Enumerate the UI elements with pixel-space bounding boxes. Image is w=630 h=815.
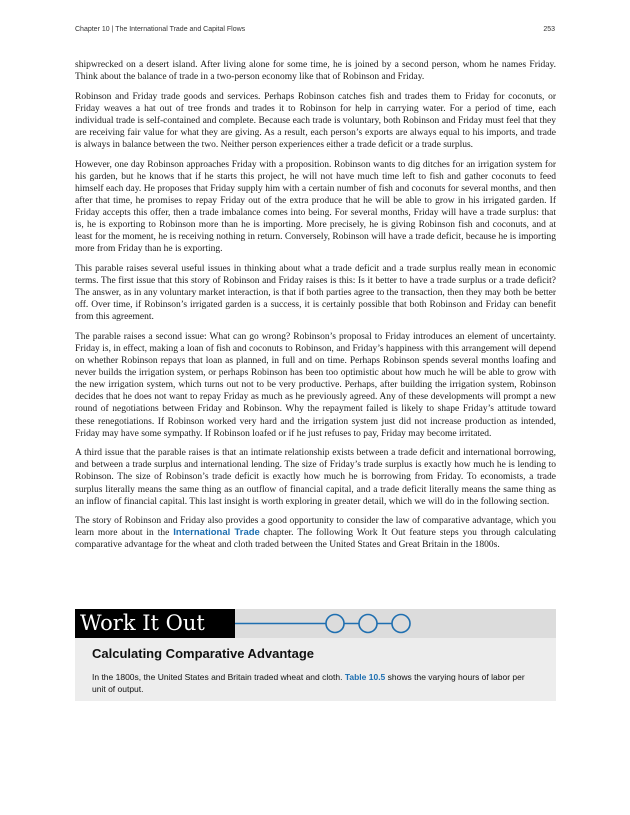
paragraph: Robinson and Friday trade goods and services. Perhaps Robinson catches fish and trades them to Friday for coconuts, or Friday weaves a hat out of tree fronds and trades it to Robinson for help in carrying water. For a period of time, each individual trade is self-contained and complete. Because each trade is voluntary, both Robinson and Friday must feel that they are receiving fair value for what they are giving. As a result, each person’s exports are always equal to his imports, and trade is always in balance between the two. Neither person experiences either a trade deficit or a trade surplus. <box>75 91 556 151</box>
table-reference-link[interactable]: Table 10.5 <box>344 672 386 682</box>
page-header <box>75 26 555 38</box>
work-it-out-banner <box>75 609 556 638</box>
decoration-circle <box>359 615 377 633</box>
paragraph-text: The story of Robinson and Friday also provides a good opportunity to consider the law of comparative advantage, which you learn more about in the <box>75 516 556 539</box>
work-it-out-sentence: shows the varying hours of labor per unit of output. <box>92 672 525 694</box>
paragraph-with-link <box>75 515 556 551</box>
work-it-out-sentence: In the 1800s, the United States and Britain traded wheat and cloth. <box>92 672 345 682</box>
body-text <box>75 59 556 559</box>
paragraph: This parable raises several useful issues in thinking about what a trade deficit and a trade surplus really mean in economic terms. The first issue that this story of Robinson and Friday raises is this: Is it better to have a trade surplus or a trade deficit? The answer, as in any voluntary market interaction, is that if both parties agree to the transaction, then they may both be better off. Over time, if Robinson’s irrigated garden is a success, it is certainly possible that both Robinson and Friday can benefit from this agreement. <box>75 263 556 323</box>
work-it-out-heading: Calculating Comparative Advantage <box>92 646 315 661</box>
chapter-title: Chapter 10 | The International Trade and Capital Flows <box>75 26 246 33</box>
banner-circles-decoration <box>235 609 435 638</box>
page-number: 253 <box>543 26 555 33</box>
paragraph: shipwrecked on a desert island. After living alone for some time, he is joined by a second person, whom he names Friday. Think about the balance of trade in a two-person economy like that of Robinson and Friday. <box>75 60 556 83</box>
paragraph: However, one day Robinson approaches Friday with a proposition. Robinson wants to dig ditches for an irrigation system for his garden, but he knows that if he starts this project, he will not have much time left to fish and gather coconuts to feed himself each day. He proposes that Friday supply him with a certain number of fish and coconuts for several months, and then after that time, he promises to repay Friday out of the extra produce that he will be able to grow in his irrigated garden. If Friday accepts this offer, then a trade imbalance comes into being. For several months, Friday will have a trade surplus: that is, he is exporting to Robinson more than he is importing. More precisely, he is giving Robinson fish and coconuts, and at least for the moment, he is receiving nothing in return. Conversely, Robinson will have a trade deficit, because he is importing more from Friday than he is exporting. <box>75 159 556 255</box>
work-it-out-title: Work It Out <box>75 609 235 638</box>
international-trade-link[interactable]: International Trade <box>173 527 260 539</box>
work-it-out-text <box>92 671 539 695</box>
paragraph: The parable raises a second issue: What can go wrong? Robinson’s proposal to Friday introduces an element of uncertainty. Friday is, in effect, making a loan of fish and coconuts to Robinson, and Friday’s happiness with this arrangement will depend on whether Robinson repays that loan as planned, in full and on time. Perhaps Robinson spends several months loafing and never builds the irrigation system, or perhaps Robinson has been too optimistic about how much he will be able to grow with the new irrigation system, which turns out not to be very productive. Perhaps, after building the irrigation system, Robinson decides that he does not want to repay Friday as much as he previously agreed. Any of these developments will prompt a new round of negotiations between Friday and Robinson. Why the repayment failed is likely to shape Friday’s attitude toward these renegotiations. If Robinson worked very hard and the irrigation system just did not increase production as intended, Friday may have some sympathy. If Robinson loafed or if he just refuses to pay, Friday may become irritated. <box>75 331 556 439</box>
paragraph: A third issue that the parable raises is that an intimate relationship exists between a trade deficit and international borrowing, and between a trade surplus and international lending. The size of Friday’s trade surplus is exactly how much he is lending to Robinson. The size of Robinson’s trade deficit is exactly how much he is borrowing from Friday. To economists, a trade surplus literally means the same thing as an outflow of financial capital, and a trade deficit literally means the same thing as an inflow of financial capital. This last insight is worth exploring in greater detail, which we will do in the following section. <box>75 448 556 507</box>
paragraph-text: chapter. The following Work It Out feature steps you through calculating comparative advantage for the wheat and cloth traded between the United States and Great Britain in the 1800s. <box>75 528 556 551</box>
decoration-circle <box>392 615 410 633</box>
work-it-out-box <box>75 638 556 701</box>
decoration-circle <box>326 615 344 633</box>
